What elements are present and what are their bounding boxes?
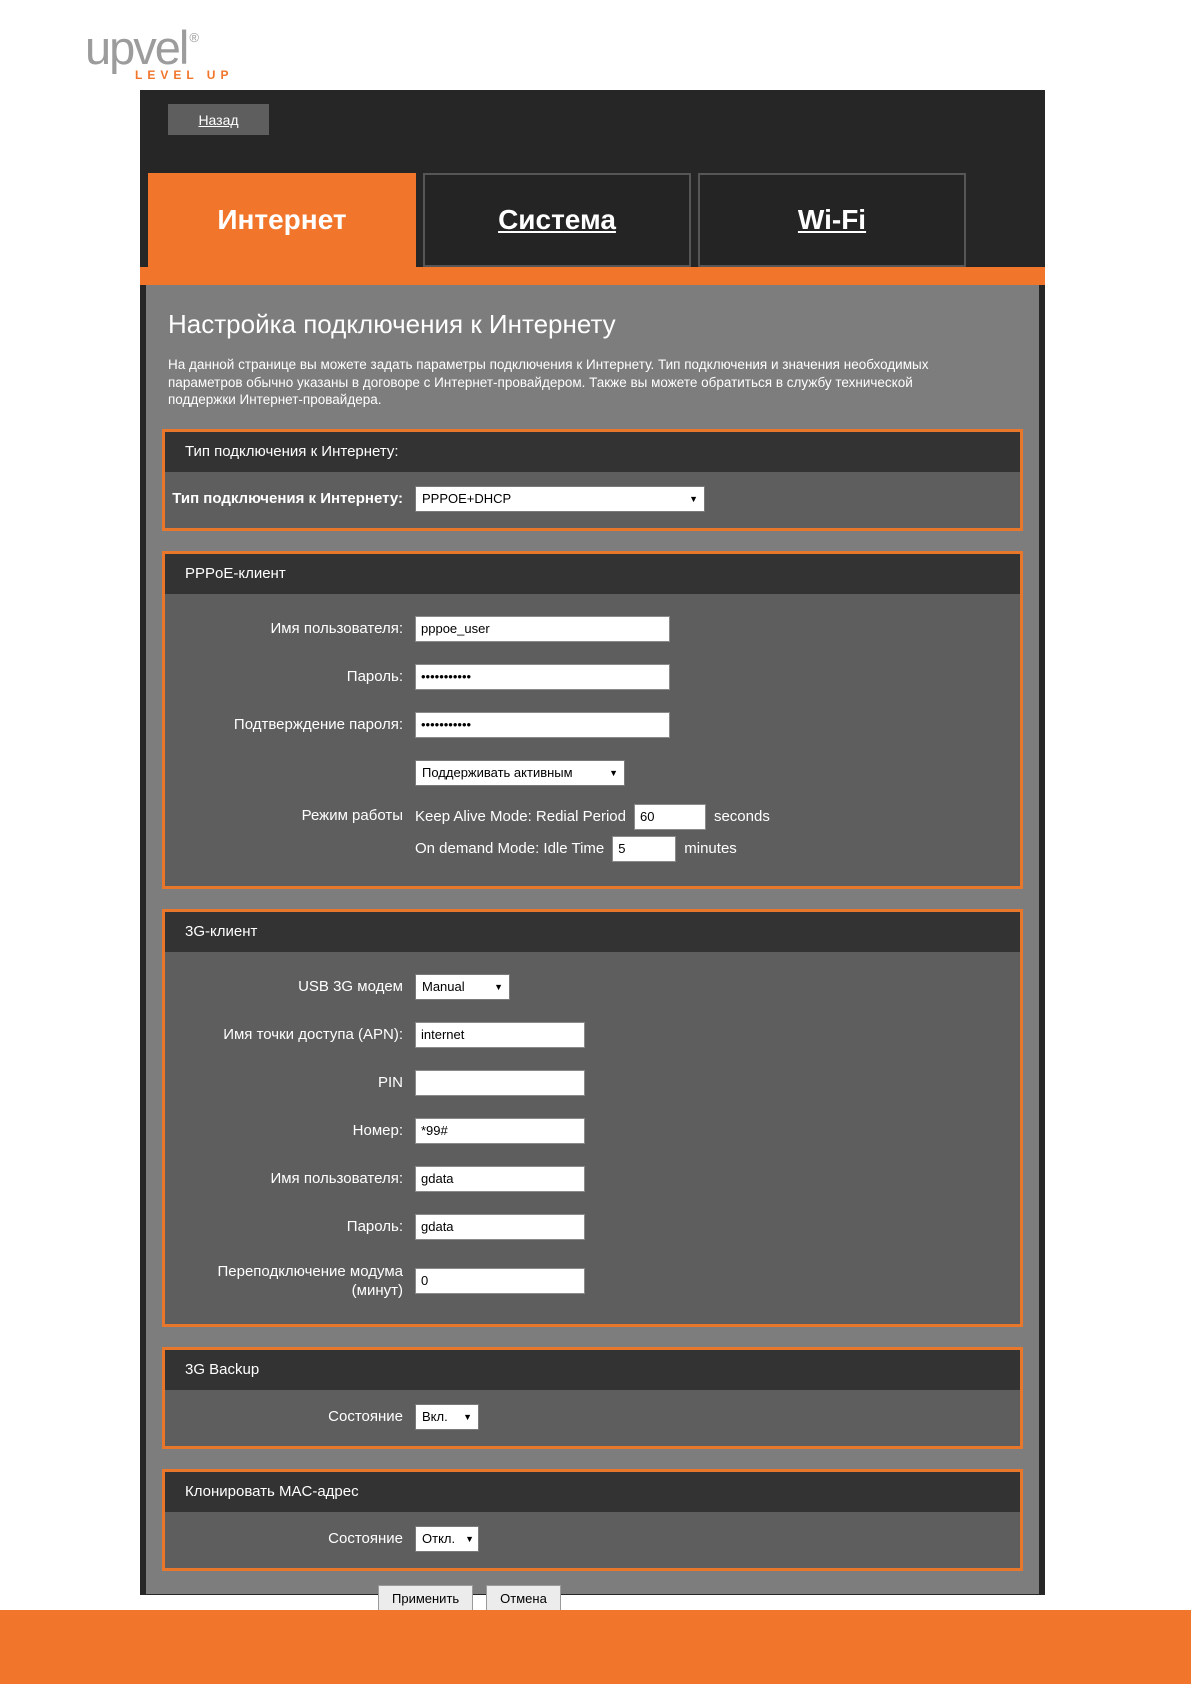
action-button-row <box>378 1585 1039 1612</box>
admin-panel <box>140 90 1045 1606</box>
on-demand-unit: minutes <box>684 840 737 857</box>
usb-3g-modem-select[interactable] <box>415 974 510 1000</box>
chevron-down-icon: ▼ <box>465 1533 475 1544</box>
section-pppoe <box>162 551 1023 889</box>
page-title: Настройка подключения к Интернету <box>168 309 616 339</box>
page-content <box>146 285 1039 1606</box>
brand-wordmark <box>85 14 233 72</box>
cancel-button[interactable]: Отмена <box>486 1585 561 1612</box>
3g-password-label: Пароль: <box>346 1218 403 1235</box>
back-button[interactable]: Назад <box>168 104 269 135</box>
apply-button[interactable]: Применить <box>378 1585 473 1612</box>
pppoe-password-input[interactable] <box>415 664 670 690</box>
section-3g-client-header: 3G-клиент <box>165 912 1020 952</box>
3g-username-label: Имя пользователя: <box>270 1170 403 1187</box>
backup-state-select[interactable] <box>415 1404 479 1430</box>
work-mode-label: Режим работы <box>301 806 403 824</box>
pppoe-username-label: Имя пользователя: <box>270 620 403 637</box>
section-pppoe-header: PPPoE-клиент <box>165 554 1020 594</box>
chevron-down-icon: ▼ <box>609 767 618 778</box>
pppoe-password-label: Пароль: <box>346 668 403 685</box>
tab-internet[interactable]: Интернет <box>148 173 416 267</box>
pppoe-confirm-password-label: Подтверждение пароля: <box>233 716 403 733</box>
chevron-down-icon: ▼ <box>463 1411 472 1422</box>
pppoe-username-input[interactable] <box>415 616 670 642</box>
pin-label: PIN <box>377 1074 403 1091</box>
redial-period-input[interactable] <box>634 804 706 830</box>
modem-reconnect-input[interactable] <box>415 1268 585 1294</box>
chevron-down-icon: ▼ <box>689 493 698 504</box>
mac-state-select[interactable] <box>415 1526 479 1552</box>
backup-state-label: Состояние <box>328 1408 403 1425</box>
keep-alive-unit: seconds <box>713 808 770 825</box>
usb-3g-modem-value: Manual <box>422 979 465 994</box>
tab-bar <box>140 173 1045 267</box>
mac-state-value: Откл. <box>422 1531 456 1546</box>
brand-logo <box>85 14 233 82</box>
on-demand-text: On demand Mode: Idle Time <box>415 840 605 857</box>
section-3g-backup-header: 3G Backup <box>165 1350 1020 1390</box>
section-connection-type-header: Тип подключения к Интернету: <box>165 432 1020 472</box>
registered-mark-icon: ® <box>189 30 199 45</box>
usb-3g-modem-label: USB 3G модем <box>298 978 403 995</box>
dial-number-label: Номер: <box>352 1122 403 1139</box>
idle-time-input[interactable] <box>612 836 676 862</box>
apn-input[interactable] <box>415 1022 585 1048</box>
keep-alive-text: Keep Alive Mode: Redial Period <box>415 808 626 825</box>
page-description: На данной странице вы можете задать параметры подключения к Интернету. Тип подключения и значения необходимых параметров обычно указаны в договоре с Интернет-провайдером. Также вы можете обратиться в службу технической поддержки Интернет-провайдера. <box>168 357 929 407</box>
footer-bar <box>0 1610 1191 1684</box>
tab-wifi[interactable]: Wi-Fi <box>698 173 966 267</box>
brand-text: upvel <box>85 21 188 74</box>
connection-type-value: PPPOE+DHCP <box>422 491 512 506</box>
modem-reconnect-label: Переподключение модума (минут) <box>217 1262 403 1299</box>
apn-label: Имя точки доступа (APN): <box>223 1026 403 1043</box>
pppoe-confirm-password-input[interactable] <box>415 712 670 738</box>
connection-type-label: Тип подключения к Интернету: <box>172 490 403 507</box>
connection-type-select[interactable] <box>415 486 705 512</box>
3g-password-input[interactable] <box>415 1214 585 1240</box>
section-clone-mac-header: Клонировать MAC-адрес <box>165 1472 1020 1512</box>
dial-number-input[interactable] <box>415 1118 585 1144</box>
backup-state-value: Вкл. <box>422 1409 448 1424</box>
section-connection-type <box>162 429 1023 531</box>
3g-username-input[interactable] <box>415 1166 585 1192</box>
accent-strip <box>140 267 1045 285</box>
pin-input[interactable] <box>415 1070 585 1096</box>
tab-system[interactable]: Система <box>423 173 691 267</box>
section-3g-client <box>162 909 1023 1327</box>
brand-tagline: LEVEL UP <box>135 68 234 82</box>
mac-state-label: Состояние <box>328 1530 403 1547</box>
section-3g-backup <box>162 1347 1023 1449</box>
work-mode-value: Поддерживать активным <box>422 765 573 780</box>
work-mode-select[interactable] <box>415 760 625 786</box>
section-clone-mac <box>162 1469 1023 1571</box>
chevron-down-icon: ▼ <box>494 981 503 992</box>
